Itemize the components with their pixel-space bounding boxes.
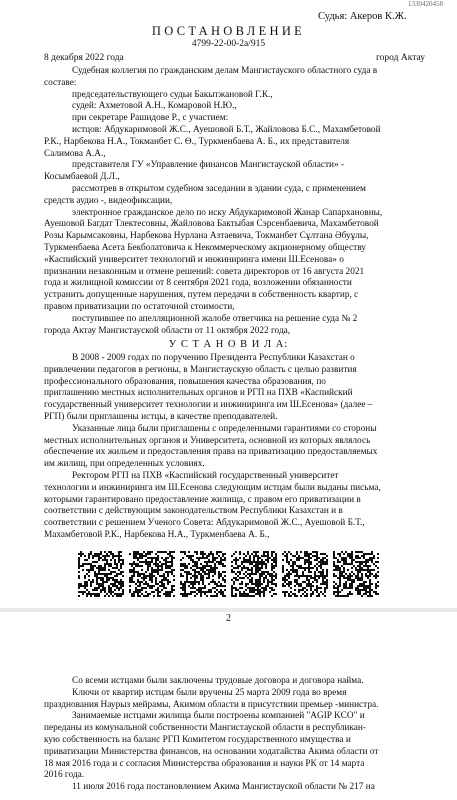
text-line: электронное гражданское дело по иску Абдукаримовой Жанар Сапархановны, [72,207,383,218]
text-line: приватизации Министерства финансов, на основании ходатайства Акима области от [44,746,379,757]
judge-name: Судья: Акеров К.Ж. [318,11,407,22]
text-line: приглашению местных исполнительных органов и РГП на ПХВ «Каспийский [44,388,353,399]
text-line: истцов: Абдукаримовой Ж.С., Ауешовой Б.Т., Жайловова Б.С., Махамбетовой [72,124,381,135]
text-line: Ауешовой Багдат Тлектесовны, Жайловова Бактыбая Сэрсенбаевича, Махамбетовой [44,219,379,230]
text-line: технологии и инжиниринга им Ш.Есенова следующим истцам были выданы письма, [44,482,381,493]
text-line: Туркменбаева Асета Бекболатовича к Некоммерческому акционерному обществу [44,242,366,253]
text-line: профессионального образования, повышения качества образования, по [44,376,326,387]
text-line: Р.К., Нарбекова Н.А., Токманбет С. Ө., Туркменбаева А. Б., их представителя [44,136,350,147]
text-line: переданы из комунальной собственности Мангистауской области в республикан- [44,723,366,734]
qr-code [78,551,124,597]
intro-paragraphs [44,66,444,337]
body-paragraphs [44,353,444,542]
text-line: года и жилищной комиссии от 8 сентября 2021 года, возложении обязанности [44,278,352,289]
text-line: города Актау Мангистауской области от 11 октября 2022 года, [44,325,291,336]
document-date: 8 декабря 2022 года [44,53,124,63]
qr-code [282,551,328,597]
text-line: Махамбетовой Р.К., Нарбекова Н.А., Туркменбаева А. Б., [44,529,270,540]
text-line: местных исполнительных органов и Университета, основной из которых являлось [44,435,371,446]
established-heading: У С Т А Н О В И Л А: [168,339,289,350]
text-line: 2016 года. [44,770,85,781]
text-line: «Каспийский университет технологий и инжиниринга имени Ш.Есенова» о [44,254,344,265]
qr-code [333,551,379,597]
text-line: при секретаре Рашидове Р., с участием: [72,113,229,124]
text-line: им жилищ, при определенных условиях. [44,459,205,470]
document-city: город Актау [376,53,425,63]
qr-code [180,551,226,597]
text-line: правом приватизации по остаточной стоимости, [44,301,235,312]
document-page-2 [0,612,457,800]
text-line: судей: Ахметовой А.Н., Комаровой Н.Ю., [72,101,237,112]
text-line: обеспечение их жильем и предоставления права на приватизацию предоставляемых [44,447,378,458]
text-line: Судебная коллегия по гражданским делам Мангистауского областного суда в [72,66,378,76]
text-line: государственный университет технологии и инжиниринга им Ш.Есенова» (далее – [44,400,373,411]
text-line: Салимова А.А., [44,148,106,159]
text-line: поступившее по апелляционной жалобе ответчика на решение суда № 2 [72,313,358,324]
qr-code-strip [78,551,379,597]
text-line: средств аудио -, видеофиксации, [44,195,173,206]
text-line: Ректором РГП на ПХВ «Каспийский государственный университет [72,470,339,481]
qr-code [231,551,277,597]
body-paragraphs [44,676,444,794]
document-number: 1330420458 [408,0,443,8]
text-line: устранить допущенные нарушения, путем передачи в собственность квартир, с [44,290,359,301]
text-line: представителя ГУ «Управление финансов Мангистауской области» - [72,160,345,171]
text-line: В 2008 - 2009 годах по поручению Президента Республики Казахстан о [72,353,355,363]
page-number: 2 [226,613,231,624]
text-line: соответствии с действующим законодательством Республики Казахстан и в [44,506,343,517]
text-line: празднования Наурыз мейрамы, Акимом области в присутствии премьер -министра. [44,699,379,710]
case-number: 4799-22-00-2а/915 [191,39,266,49]
text-line: Косымбаевой Д.Л., [44,172,120,183]
text-line: признании незаконным и отмене решений: совета директоров от 16 августа 2021 [44,266,365,277]
text-line: которыми гарантировано предоставление жилища, с правом его приватизации в [44,494,361,505]
text-line: Ключи от квартир истцам были вручены 25 марта 2009 года во время [72,687,347,698]
text-line: Указанные лица были приглашены с определенными гарантиями со стороны [72,423,377,434]
text-line: рассмотрев в открытом судебном заседании в здании суда, с применением [72,183,366,194]
text-line: составе: [44,77,77,88]
qr-code [129,551,175,597]
text-line: 18 мая 2016 года и с согласия Министерства образования и науки РК от 14 марта [44,758,365,769]
text-line: соответствии с решением Ученого Совета: Абдукаримовой Ж.С., Ауешовой Б.Т., [44,518,365,529]
text-line: привлечении педагогов в регионы, в Мангистаускую область с целью развития [44,364,357,375]
text-line: 11 июля 2016 года постановлением Акима Мангистауской области № 217 на [72,782,375,793]
document-title: ПОСТАНОВЛЕНИЕ [151,24,306,38]
text-line: Розы Карымсаковны, Нарбекова Нурлана Азтаевича, Токманбет Сұлтана Әбуұлы, [44,231,369,242]
text-line: Занимаемые истцами жилища были построены компанией "AGIP KCO" и [72,711,365,722]
text-line: Со всеми истцами были заключены трудовые договора и договора найма. [72,676,364,686]
text-line: РГП) были приглашены истцы, в качестве преподавателей. [44,411,278,422]
text-line: председательствующего судьи Бакытжановой Г.К., [72,89,273,100]
text-line: кую собственность на баланс РГП Комитетом государственного имущества и [44,734,351,745]
